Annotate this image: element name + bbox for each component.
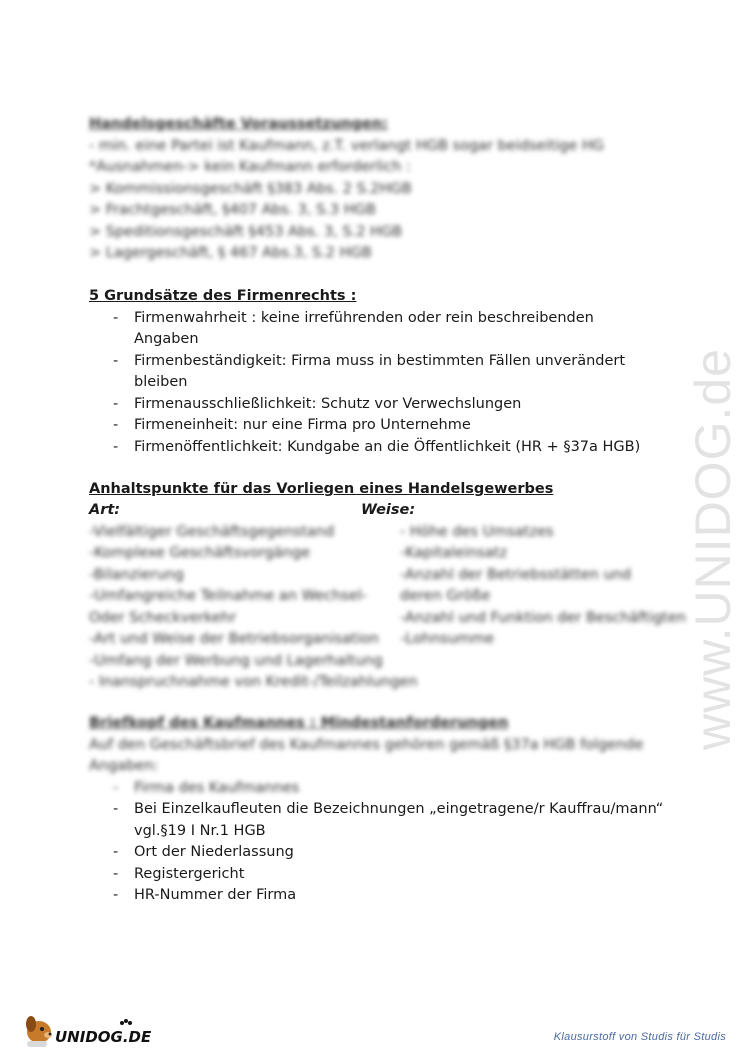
text-line: deren Größe [400, 588, 491, 604]
section-briefkopf-intro [89, 713, 689, 799]
list-item: - HR-Nummer der Firma [89, 885, 669, 907]
text-line: > Frachtgeschäft, §407 Abs. 3, S.3 HGB [89, 202, 376, 218]
text-line: - Höhe des Umsatzes [400, 523, 554, 540]
weise-column [400, 522, 686, 651]
list-item: - Firma des Kaufmannes [89, 778, 689, 800]
watermark-text [678, 280, 750, 750]
section-heading: Anhaltspunkte für das Vorliegen eines Handelsgewerbes [89, 481, 554, 497]
principles-list [89, 308, 649, 459]
list-item: - Firmeneinheit: nur eine Firma pro Unternehme [89, 415, 649, 437]
section-heading: Handelsgeschäfte Voraussetzungen: [89, 116, 388, 132]
list-item: - Firmenöffentlichkeit: Kundgabe an die Öffentlichkeit (HR + §37a HGB) [89, 437, 649, 459]
text-line: -Bilanzierung [89, 566, 184, 583]
text-line: -Umfangreiche Teilnahme an Wechsel- [89, 588, 367, 604]
text-line: -Art und Weise der Betriebsorganisation [89, 631, 379, 647]
text-line: - min. eine Partei ist Kaufmann, z.T. verlangt HGB sogar beidseitige HG [89, 137, 605, 154]
list-item: - Firmenwahrheit : keine irreführenden oder rein beschreibenden Angaben [89, 308, 649, 351]
text-line: -Kapitaleinsatz [400, 545, 508, 561]
text-line: -Anzahl und Funktion der Beschäftigten [400, 609, 686, 626]
list-item: - Firmenausschließlichkeit: Schutz vor Verwechslungen [89, 394, 649, 416]
text-line: -Lohnsumme [400, 631, 495, 647]
weise-label: Weise: [361, 502, 416, 518]
text-line: > Kommissionsgeschäft §383 Abs. 2 S.2HGB [89, 180, 412, 197]
list-item: - Firmenbeständigkeit: Firma muss in bestimmten Fällen unverändert bleiben [89, 351, 649, 394]
text-line: -Vielfältiger Geschäftsgegenstand [89, 523, 335, 540]
text-line: *Ausnahmen-> kein Kaufmann erforderlich : [89, 159, 411, 175]
list-item: - Ort der Niederlassung [89, 842, 669, 864]
section-briefkopf-list [89, 799, 669, 907]
text-line: - Inanspruchnahme von Kredit-/Teilzahlungen [89, 674, 418, 690]
text-line: Angaben: [89, 758, 159, 774]
art-column [89, 522, 418, 694]
text-line: -Anzahl der Betriebsstätten und [400, 566, 632, 583]
unidog-logo [22, 1008, 157, 1050]
section-heading: Briefkopf des Kaufmannes : Mindestanforderungen [89, 715, 509, 731]
briefkopf-list [89, 799, 669, 907]
briefkopf-list-blurred [89, 778, 689, 800]
text-line: > Speditionsgeschäft §453 Abs. 3, S.2 HGB [89, 223, 403, 240]
text-line: > Lagergeschäft, § 467 Abs.3, S.2 HGB [89, 245, 372, 261]
dog-icon [22, 1008, 157, 1050]
section-heading: 5 Grundsätze des Firmenrechts : [89, 288, 357, 304]
list-item: - Bei Einzelkaufleuten die Bezeichnungen „eingetragene/r Kauffrau/mann“ vgl.§19 I Nr.1 HGB [89, 799, 669, 842]
text-line: Oder Scheckverkehr [89, 609, 237, 626]
logo-text: UNIDOG.DE [55, 1028, 152, 1046]
section-handelsgewerbe-heading-wrap [89, 479, 689, 501]
text-line: -Komplexe Geschäftsvorgänge [89, 545, 310, 561]
list-item: - Registergericht [89, 864, 669, 886]
text-line: -Umfang der Werbung und Lagerhaltung [89, 652, 383, 669]
watermark-label: www.UNIDOG.de [685, 348, 741, 750]
section-firmenrecht [89, 286, 649, 458]
art-label: Art: [89, 502, 121, 518]
section-handelsgeschaefte [89, 114, 649, 265]
text-line: Auf den Geschäftsbrief des Kaufmannes gehören gemäß §37a HGB folgende [89, 736, 644, 753]
footer-tagline: Klausurstoff von Studis für Studis [553, 1031, 726, 1043]
